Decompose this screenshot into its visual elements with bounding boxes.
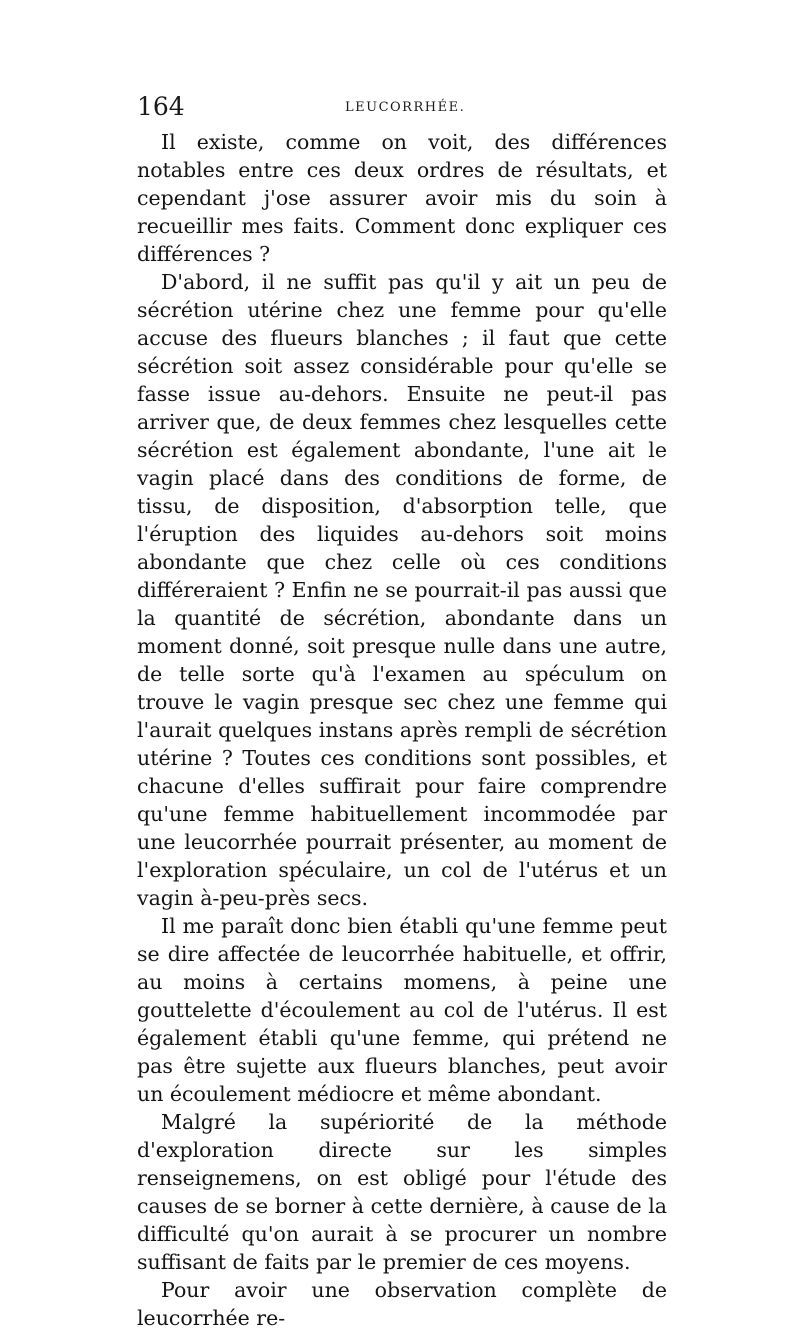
paragraph: Il existe, comme on voit, des différences notables entre ces deux ordres de résultats, et cependant j'ose assurer avoir mis du soin à recueillir mes faits. Comment donc expliquer ces différences ? xyxy=(137,130,667,266)
running-head: LEUCORRHÉE. xyxy=(345,100,466,115)
page-header xyxy=(137,92,667,122)
paragraph: D'abord, il ne suffit pas qu'il y ait un peu de sécrétion utérine chez une femme pour qu'elle accuse des flueurs blanches ; il faut que cette sécrétion soit assez considérable pour qu'elle se fasse issue au-dehors. Ensuite ne peut-il pas arriver que, de deux femmes chez lesquelles cette sécrétion est également abondante, l'une ait le vagin placé dans des conditions de forme, de tissu, de disposition, d'absorption telle, que l'éruption des liquides au-dehors soit moins abondante que chez celle où ces conditions différeraient ? Enfin ne se pourrait-il pas aussi que la quantité de sécrétion, abondante dans un moment donné, soit presque nulle dans une autre, de telle sorte qu'à l'examen au spéculum on trouve le vagin presque sec chez une femme qui l'aurait quelques instans après rempli de sécrétion utérine ? Toutes ces conditions sont possibles, et chacune d'elles suffirait pour faire comprendre qu'une femme habituellement incommodée par une leucorrhée pourrait présenter, au moment de l'exploration spéculaire, un col de l'utérus et un vagin à-peu-près secs. xyxy=(137,270,667,910)
paragraph: Il me paraît donc bien établi qu'une femme peut se dire affectée de leucorrhée habituelle, et offrir, au moins à certains momens, à peine une gouttelette d'écoulement au col de l'utérus. Il est également établi qu'une femme, qui prétend ne pas être sujette aux flueurs blanches, peut avoir un écoulement médiocre et même abondant. xyxy=(137,914,667,1106)
page-number: 164 xyxy=(137,92,185,121)
body-text xyxy=(137,128,667,1332)
paragraph: Malgré la supériorité de la méthode d'exploration directe sur les simples renseignemens, on est obligé pour l'étude des causes de se borner à cette dernière, à cause de la difficulté qu'on aurait à se procurer un nombre suffisant de faits par le premier de ces moyens. xyxy=(137,1110,667,1274)
paragraph: Pour avoir une observation complète de leucorrhée re- xyxy=(137,1278,667,1330)
